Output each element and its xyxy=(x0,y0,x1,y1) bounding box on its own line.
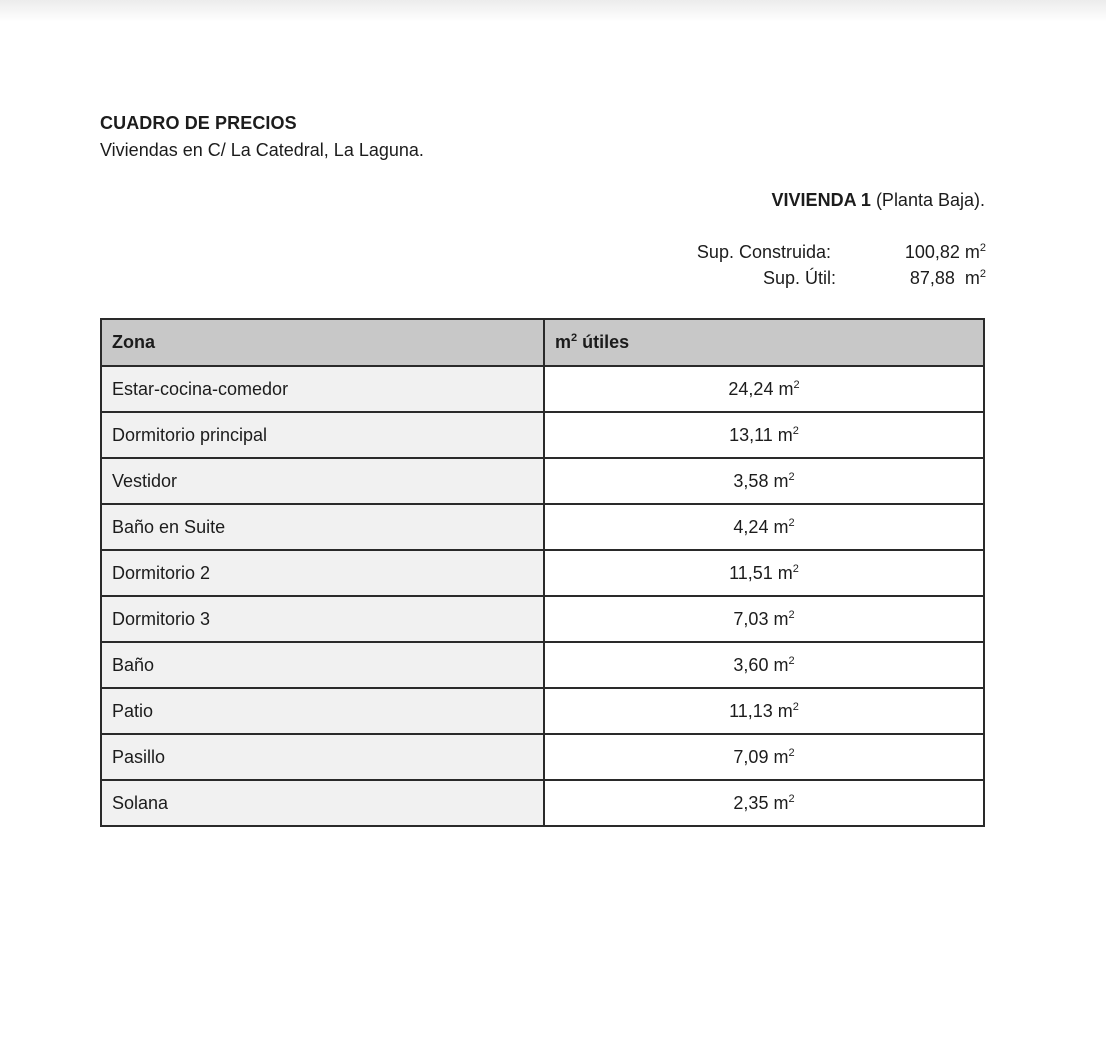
area-unit-exponent: 2 xyxy=(788,654,795,667)
area-value: 7,03 m xyxy=(733,608,789,629)
area-table xyxy=(100,318,985,827)
area-value: 24,24 m xyxy=(728,378,794,399)
area-cell xyxy=(544,458,984,504)
area-cell xyxy=(544,550,984,596)
table-row xyxy=(101,412,984,458)
zone-cell: Solana xyxy=(101,780,544,826)
unit-floor: (Planta Baja). xyxy=(875,190,985,210)
useful-surface-value: 87,88 $m^2$ xyxy=(909,268,986,288)
top-shadow xyxy=(0,0,1106,22)
area-unit-exponent: 2 xyxy=(792,700,799,713)
table-row xyxy=(101,688,984,734)
zone-cell: Baño en Suite xyxy=(101,504,544,550)
unit-heading xyxy=(772,190,985,211)
area-cell xyxy=(544,734,984,780)
zone-cell: Dormitorio 2 xyxy=(101,550,544,596)
area-unit-exponent: 2 xyxy=(788,516,795,529)
area-cell xyxy=(544,504,984,550)
area-cell xyxy=(544,596,984,642)
area-unit-exponent: 2 xyxy=(792,562,799,575)
area-value: 2,35 m xyxy=(733,792,789,813)
zone-cell: Estar-cocina-comedor xyxy=(101,366,544,412)
table-row xyxy=(101,734,984,780)
useful-surface-label: Sup. Útil: xyxy=(762,268,836,288)
built-surface-label: Sup. Construida: xyxy=(696,242,831,262)
table-row xyxy=(101,550,984,596)
table-row xyxy=(101,642,984,688)
table-row xyxy=(101,458,984,504)
zone-cell: Dormitorio principal xyxy=(101,412,544,458)
area-value: 11,13 m xyxy=(729,700,793,721)
area-unit-exponent: 2 xyxy=(788,608,795,621)
area-unit-exponent: 2 xyxy=(792,424,799,437)
area-value: 11,51 m xyxy=(729,562,793,583)
zone-cell: Patio xyxy=(101,688,544,734)
area-value: 3,58 m xyxy=(733,470,789,491)
zone-cell: Baño xyxy=(101,642,544,688)
area-value: 7,09 m xyxy=(733,746,789,767)
zone-cell: Vestidor xyxy=(101,458,544,504)
area-cell xyxy=(544,366,984,412)
area-cell xyxy=(544,780,984,826)
zone-cell: Dormitorio 3 xyxy=(101,596,544,642)
area-value: 3,60 m xyxy=(733,654,789,675)
built-surface-value: 100,82 $m^2$ xyxy=(904,242,986,262)
column-header-area: $m^2$ útiles xyxy=(544,319,984,366)
document-subtitle: Viviendas en C/ La Catedral, La Laguna. xyxy=(100,140,424,160)
area-value: 13,11 m xyxy=(729,424,793,445)
area-cell xyxy=(544,642,984,688)
area-cell xyxy=(544,688,984,734)
document-title: CUADRO DE PRECIOS xyxy=(100,113,297,133)
table-row xyxy=(101,780,984,826)
area-unit-exponent: 2 xyxy=(788,470,795,483)
area-unit-exponent: 2 xyxy=(788,792,795,805)
area-unit-exponent: 2 xyxy=(793,378,800,391)
table-row xyxy=(101,596,984,642)
area-value: 4,24 m xyxy=(733,516,789,537)
zone-cell: Pasillo xyxy=(101,734,544,780)
table-header-row xyxy=(101,319,984,366)
table-row xyxy=(101,504,984,550)
unit-name: VIVIENDA 1 xyxy=(771,190,871,210)
column-header-zone: Zona xyxy=(101,319,544,366)
table-row xyxy=(101,366,984,412)
area-unit-exponent: 2 xyxy=(788,746,795,759)
area-cell xyxy=(544,412,984,458)
